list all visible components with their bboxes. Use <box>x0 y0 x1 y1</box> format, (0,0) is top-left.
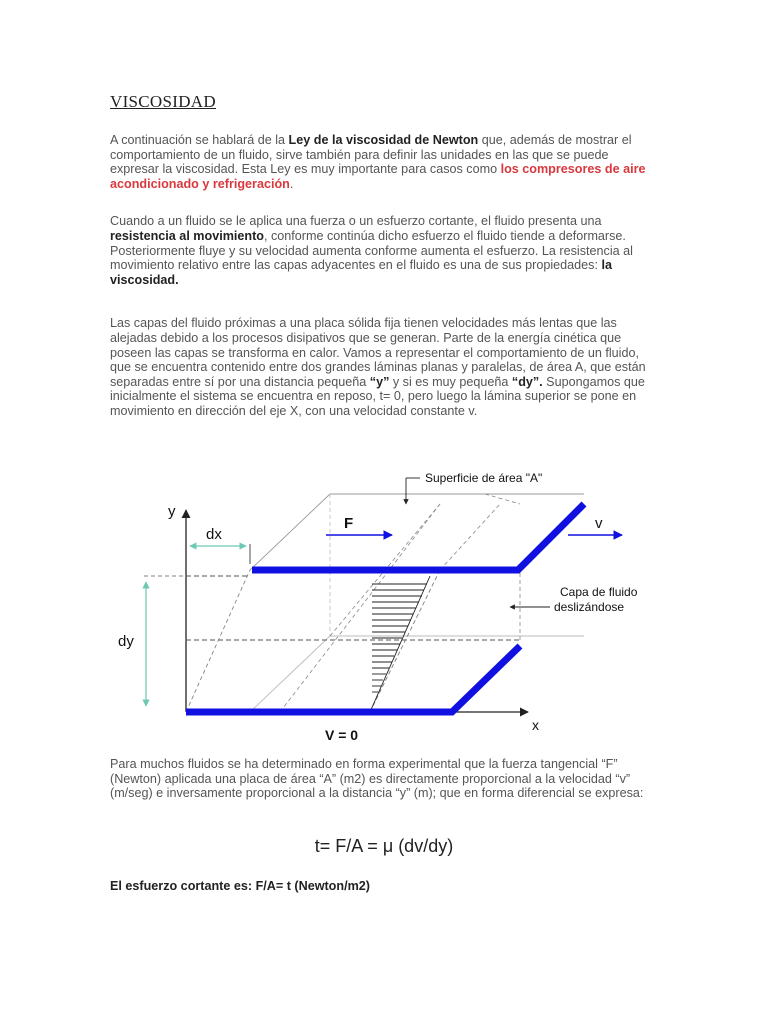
surface-label: Superficie de área "A" <box>425 471 543 485</box>
y-axis-label: y <box>168 503 176 520</box>
x-axis-label: x <box>532 717 539 733</box>
dx-label: dx <box>206 526 222 543</box>
intro-text-2: que, además de mostrar el comportamiento de un fluido, sirve también para definir las unidades en las que se puede expresar la viscosidad. Esta Ley es muy importante para casos como <box>110 133 632 177</box>
paragraph-experimental: Para muchos fluidos se ha determinado en forma experimental que la fuerza tangencial “F” (Newton) aplicada una placa de área “A” (m2) es directamente proporcional a la velocidad “v” (m/seg) e inversamente proporcional a la distancia “y” (m); que en forma diferencial se expresa: <box>110 757 644 801</box>
viscosity-formula: t= F/A = μ (dv/dy) <box>314 836 454 856</box>
intro-text-3: . <box>289 176 294 191</box>
v-zero-label: V = 0 <box>325 727 359 743</box>
paragraph-layers <box>110 316 658 418</box>
intro-bold-newton-law: Ley de la viscosidad de Newton <box>288 133 479 147</box>
page-title: VISCOSIDAD <box>110 92 216 111</box>
resistance-bold-1: resistencia al movimiento <box>110 228 264 243</box>
intro-red-highlight: los compresores de aire acondicionado y refrigeración <box>110 162 646 191</box>
layers-text-2: y si es muy pequeña <box>389 374 512 389</box>
document-body <box>110 92 658 419</box>
layers-text-3: Supongamos que inicialmente el sistema se encuentra en reposo, t= 0, pero luego la lámina superior se pone en movimiento en dirección del eje X, con una velocidad constante v. <box>110 374 645 418</box>
paragraph-intro <box>110 133 658 191</box>
velocity-label: v <box>595 515 603 532</box>
resistance-text-1: Cuando a un fluido se le aplica una fuerza o un esfuerzo cortante, el fluido presenta una <box>110 214 602 229</box>
upper-plate <box>252 504 584 570</box>
resistance-text-2: , conforme continúa dicho esfuerzo el fluido tiende a deformarse. Posteriormente fluye y su velocidad aumenta conforme aumenta el esfuerzo. La resistencia al movimiento relativo entre las capas adyacentes en el fluido es una de sus propiedades: <box>110 228 633 273</box>
layer-label-line2: deslizándose <box>554 600 625 614</box>
resistance-bold-viscosity: la viscosidad. <box>110 258 612 287</box>
shear-stress-line: El esfuerzo cortante es: F/A= t (Newton/m2) <box>110 879 370 893</box>
lower-plate <box>186 646 520 712</box>
layer-label-line1: Capa de fluido <box>560 585 638 599</box>
intro-text-1: A continuación se hablará de la <box>110 133 289 147</box>
paragraph-resistance <box>110 214 658 287</box>
layers-text-1: Las capas del fluido próximas a una placa sólida fija tienen velocidades más lentas que las alejadas debido a los procesos disipativos que se generan. Parte de la energía cinética que poseen las capas se transforma en calor. Vamos a representar el comportamiento de un fluido, que se encuentra contenido entre dos grandes láminas planas y paralelas, de área A, que están separadas entre sí por una distancia pequeña <box>110 316 646 389</box>
viscosity-diagram <box>118 464 638 744</box>
layers-bold-dy: “dy”. <box>511 374 543 389</box>
layers-bold-y: “y” <box>369 374 390 389</box>
force-label: F <box>344 515 354 532</box>
dy-label: dy <box>118 633 134 650</box>
